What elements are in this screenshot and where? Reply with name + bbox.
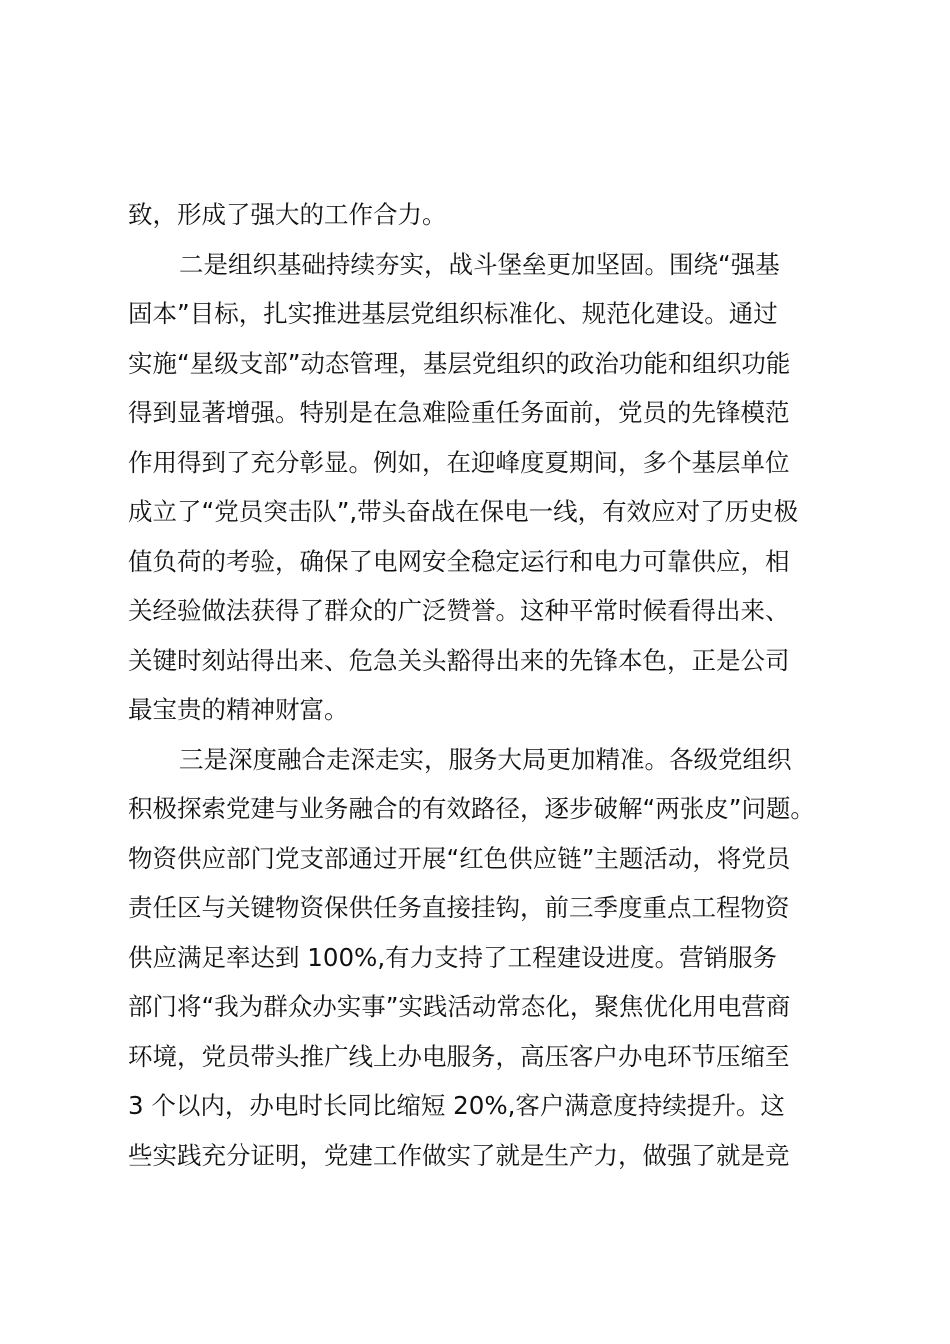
- paragraph-start-line: 二是组织基础持续夯实，战斗堡垒更加坚固。围绕“强基: [179, 249, 780, 279]
- text-line: 关键时刻站得出来、危急关头豁得出来的先锋本色，正是公司: [128, 645, 790, 675]
- text-line: 实施“星级支部”动态管理，基层党组织的政治功能和组织功能: [128, 348, 791, 378]
- text-line: 得到显著增强。特别是在急难险重任务面前，党员的先锋模范: [128, 398, 790, 427]
- text-line: 物资供应部门党支部通过开展“红色供应链”主题活动，将党员: [128, 843, 791, 873]
- text-line: 成立了“党员突击队”,带头奋战在保电一线，有效应对了历史极: [128, 497, 799, 526]
- text-line: 作用得到了充分彰显。例如，在迎峰度夏期间，多个基层单位: [128, 447, 790, 477]
- text-line: 致，形成了强大的工作合力。: [128, 200, 447, 229]
- text-line: 关经验做法获得了群众的广泛赞誉。这种平常时候看得出来、: [128, 596, 790, 625]
- paragraph-start-line: 三是深度融合走深走实，服务大局更加精准。各级党组织: [179, 744, 792, 774]
- text-line: 部门将“我为群众办实事”实践活动常态化，聚焦优化用电营商: [128, 992, 791, 1021]
- text-line: 固本”目标，扎实推进基层党组织标准化、规范化建设。通过: [128, 299, 778, 328]
- body-text: [128, 190, 828, 1180]
- text-line: 环境，党员带头推广线上办电服务，高压客户办电环节压缩至: [128, 1041, 790, 1071]
- text-line: 供应满足率达到 100%,有力支持了工程建设进度。营销服务: [128, 942, 778, 972]
- text-line: 3 个以内，办电时长同比缩短 20%,客户满意度持续提升。这: [128, 1091, 785, 1120]
- text-line: 最宝贵的精神财富。: [128, 695, 349, 724]
- text-line: 些实践充分证明，党建工作做实了就是生产力，做强了就是竞: [128, 1140, 790, 1170]
- text-line: 积极探索党建与业务融合的有效路径，逐步破解“两张皮”问题。: [128, 794, 815, 823]
- text-line: 责任区与关键物资保供任务直接挂钩，前三季度重点工程物资: [128, 893, 790, 922]
- text-line: 值负荷的考验，确保了电网安全稳定运行和电力可靠供应，相: [128, 546, 790, 576]
